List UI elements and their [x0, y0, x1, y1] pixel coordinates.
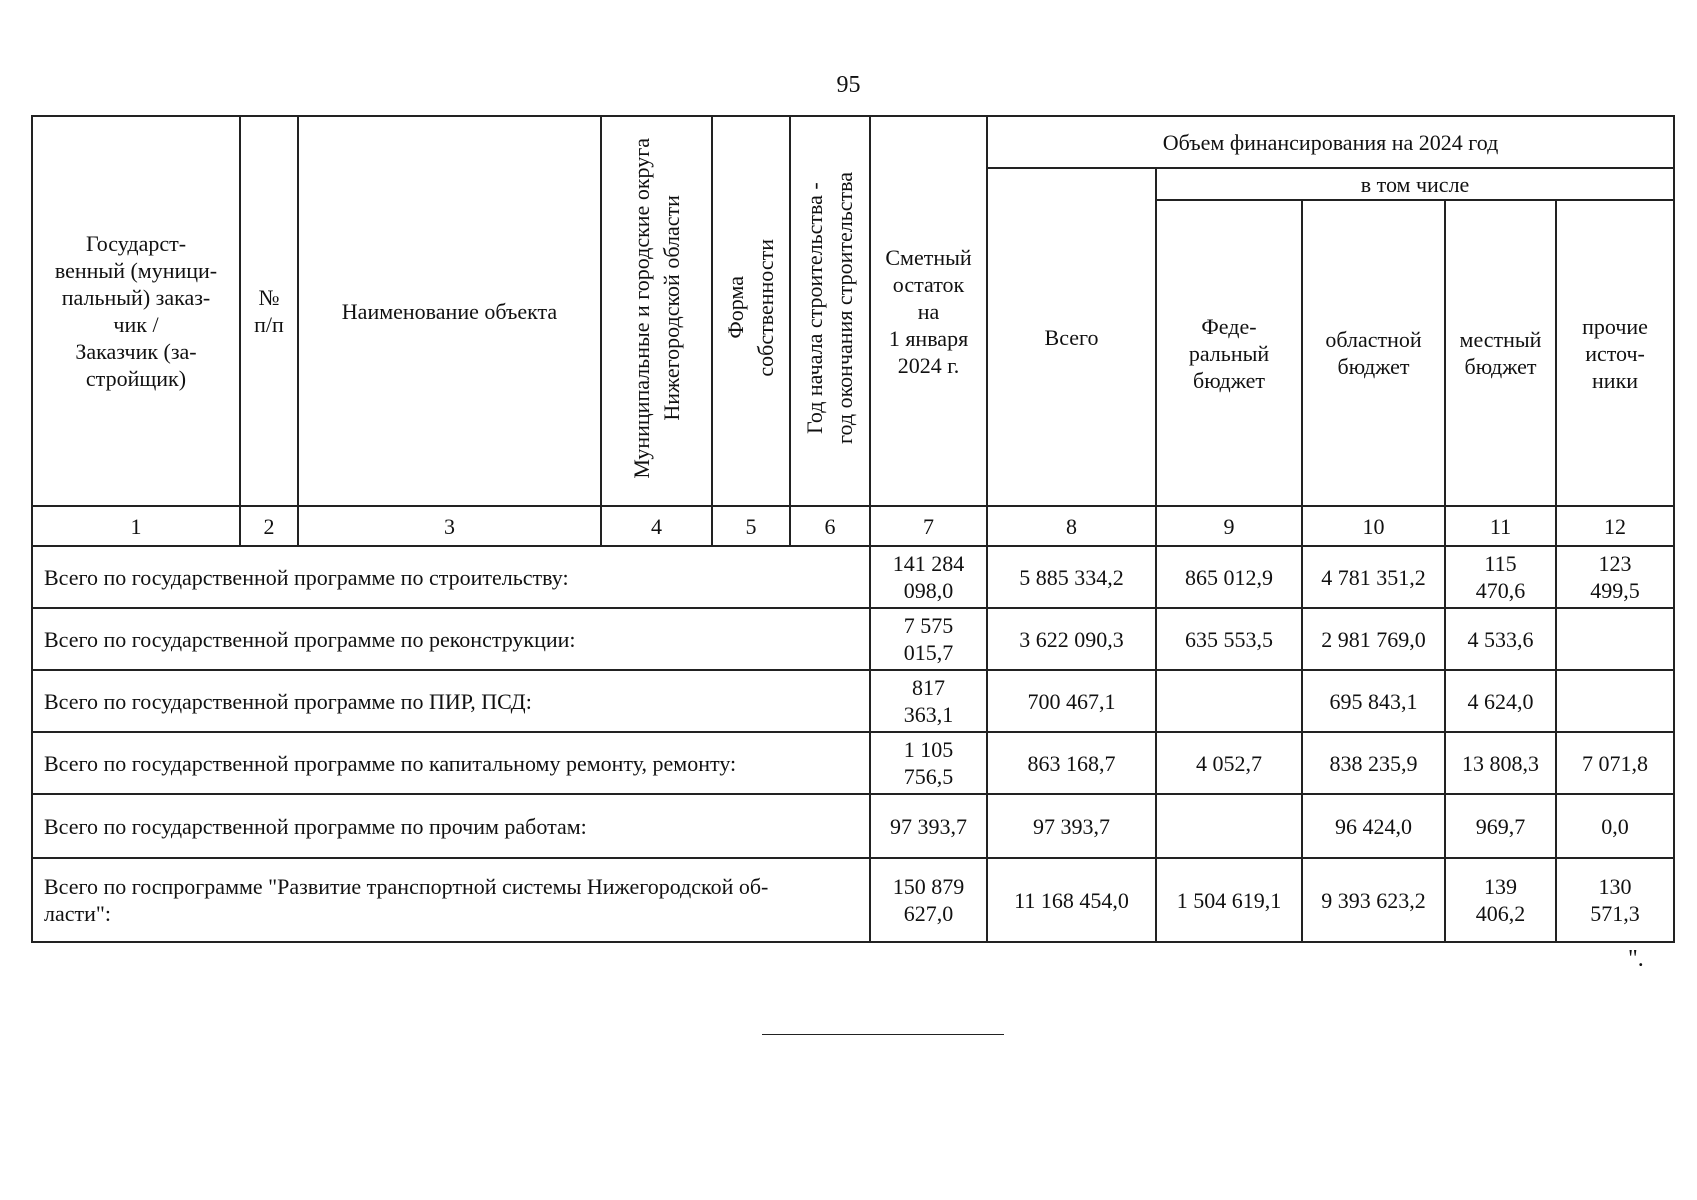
cell-total: 97 393,7 [987, 794, 1156, 858]
cell-local: 139 406,2 [1445, 858, 1556, 942]
cell-total: 5 885 334,2 [987, 546, 1156, 608]
cell-regional: 4 781 351,2 [1302, 546, 1445, 608]
cell-local: 115 470,6 [1445, 546, 1556, 608]
column-number: 11 [1445, 506, 1556, 546]
cell-other [1556, 608, 1674, 670]
cell-total: 863 168,7 [987, 732, 1156, 794]
cell-regional: 2 981 769,0 [1302, 608, 1445, 670]
cell-local: 4 624,0 [1445, 670, 1556, 732]
column-number: 1 [32, 506, 240, 546]
cell-federal: 1 504 619,1 [1156, 858, 1302, 942]
row-label: Всего по госпрограмме "Развитие транспортной системы Нижегородской об- ласти": [32, 858, 870, 942]
column-number: 10 [1302, 506, 1445, 546]
cell-estimated-balance: 7 575 015,7 [870, 608, 987, 670]
cell-other: 7 071,8 [1556, 732, 1674, 794]
cell-other: 0,0 [1556, 794, 1674, 858]
closing-quote-mark: ". [1628, 946, 1644, 972]
financing-table [31, 115, 1675, 943]
header-funding-title: Объем финансирования на 2024 год [987, 116, 1674, 168]
cell-estimated-balance: 141 284 098,0 [870, 546, 987, 608]
column-number: 9 [1156, 506, 1302, 546]
cell-total: 3 622 090,3 [987, 608, 1156, 670]
column-number: 8 [987, 506, 1156, 546]
cell-federal [1156, 670, 1302, 732]
cell-federal [1156, 794, 1302, 858]
cell-local: 969,7 [1445, 794, 1556, 858]
cell-regional: 838 235,9 [1302, 732, 1445, 794]
column-number: 6 [790, 506, 870, 546]
header-customer: Государст- венный (муници- пальный) заказ- чик / Заказчик (за- стройщик) [32, 116, 240, 506]
header-municipalities: Муниципальные и городские округа Нижегородской области [601, 116, 712, 506]
header-local-budget: местный бюджет [1445, 200, 1556, 506]
row-label: Всего по государственной программе по прочим работам: [32, 794, 870, 858]
cell-regional: 9 393 623,2 [1302, 858, 1445, 942]
page-number: 95 [836, 72, 861, 98]
cell-regional: 695 843,1 [1302, 670, 1445, 732]
cell-other: 123 499,5 [1556, 546, 1674, 608]
column-number: 12 [1556, 506, 1674, 546]
column-number: 2 [240, 506, 298, 546]
row-label: Всего по государственной программе по реконструкции: [32, 608, 870, 670]
cell-federal: 865 012,9 [1156, 546, 1302, 608]
table-row [32, 794, 1674, 858]
table-row [32, 546, 1674, 608]
row-label: Всего по государственной программе по ПИР, ПСД: [32, 670, 870, 732]
header-ownership: Форма собственности [712, 116, 790, 506]
column-number: 5 [712, 506, 790, 546]
header-including: в том числе [1156, 168, 1674, 200]
header-estimated-balance: Сметный остаток на 1 января 2024 г. [870, 116, 987, 506]
header-number: № п/п [240, 116, 298, 506]
cell-estimated-balance: 97 393,7 [870, 794, 987, 858]
table-row [32, 858, 1674, 942]
cell-estimated-balance: 150 879 627,0 [870, 858, 987, 942]
header-construction-years: Год начала строительства - год окончания строительства [790, 116, 870, 506]
header-object-name: Наименование объекта [298, 116, 601, 506]
cell-local: 4 533,6 [1445, 608, 1556, 670]
column-number: 4 [601, 506, 712, 546]
cell-other: 130 571,3 [1556, 858, 1674, 942]
table-row [32, 608, 1674, 670]
column-number: 7 [870, 506, 987, 546]
table-row [32, 732, 1674, 794]
column-numbers-row [32, 506, 1674, 546]
cell-total: 700 467,1 [987, 670, 1156, 732]
cell-other [1556, 670, 1674, 732]
column-number: 3 [298, 506, 601, 546]
cell-federal: 635 553,5 [1156, 608, 1302, 670]
cell-estimated-balance: 1 105 756,5 [870, 732, 987, 794]
row-label: Всего по государственной программе по капитальному ремонту, ремонту: [32, 732, 870, 794]
header-other-sources: прочие источ- ники [1556, 200, 1674, 506]
row-label: Всего по государственной программе по строительству: [32, 546, 870, 608]
cell-federal: 4 052,7 [1156, 732, 1302, 794]
header-federal-budget: Феде- ральный бюджет [1156, 200, 1302, 506]
header-regional-budget: областной бюджет [1302, 200, 1445, 506]
separator-line [762, 1034, 1004, 1035]
table-row [32, 670, 1674, 732]
cell-local: 13 808,3 [1445, 732, 1556, 794]
cell-regional: 96 424,0 [1302, 794, 1445, 858]
cell-estimated-balance: 817 363,1 [870, 670, 987, 732]
cell-total: 11 168 454,0 [987, 858, 1156, 942]
header-total: Всего [987, 168, 1156, 506]
